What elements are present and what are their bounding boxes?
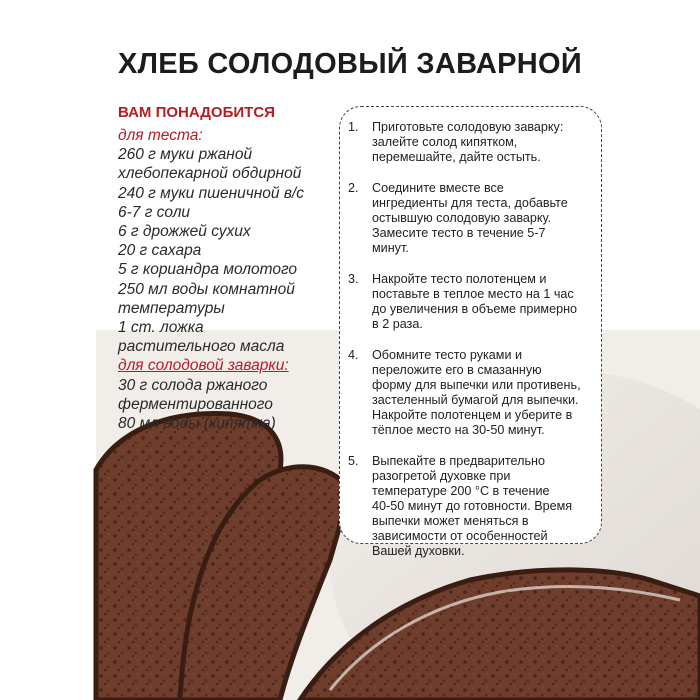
step-text-line: переложите его в смазанную — [372, 363, 542, 377]
step-text-line: зависимости от особенностей — [372, 529, 548, 543]
step-text-line: до увеличения в объеме примерно — [372, 302, 578, 316]
ingredients-heading: ВАМ ПОНАДОБИТСЯ — [118, 104, 275, 121]
step-text-line: Выпекайте в предварительно — [372, 454, 545, 468]
ingredient-line: 5 г кориандра молотого — [118, 261, 298, 279]
ingredient-line: 250 мл воды комнатной — [118, 280, 295, 298]
step-text-line: в 2 раза. — [372, 317, 423, 331]
step-item — [348, 272, 589, 332]
step-text-line: Накройте тесто полотенцем и — [372, 272, 547, 286]
step-text-line: поставьте в теплое место на 1 час — [372, 287, 574, 301]
step-text-line: остывшую солодовую заварку. — [372, 211, 552, 225]
ingredients-list — [118, 126, 333, 433]
ingredient-line: 1 ст. ложка — [118, 319, 204, 337]
step-text-line: тёплое место на 30-50 минут. — [372, 423, 545, 437]
step-text-line: перемешайте, дайте остыть. — [372, 150, 541, 164]
ingredient-line: 30 г солода ржаного — [118, 376, 268, 394]
step-text-line: Вашей духовки. — [372, 544, 465, 558]
step-item — [348, 348, 589, 438]
step-text-line: Обомните тесто руками и — [372, 348, 523, 362]
ingredient-line: температуры — [118, 299, 225, 317]
step-number: 5. — [348, 454, 359, 468]
step-text-line: 40-50 минут до готовности. Время — [372, 499, 573, 513]
step-text-line: температуре 200 °С в течение — [372, 484, 550, 498]
ingredient-line: 6 г дрожжей сухих — [118, 223, 251, 241]
step-text-line: залейте солод кипятком, — [372, 135, 518, 149]
ingredient-line: ферментированного — [118, 395, 273, 413]
step-text-line: Соедините вместе все — [372, 181, 504, 195]
ingredient-line: хлебопекарной обдирной — [118, 165, 302, 183]
step-number: 3. — [348, 272, 359, 286]
step-text-line: Замесите тесто в течение 5-7 — [372, 226, 546, 240]
recipe-title: ХЛЕБ СОЛОДОВЫЙ ЗАВАРНОЙ — [117, 48, 583, 80]
ingredient-line: 240 г муки пшеничной в/с — [118, 184, 304, 202]
step-number: 4. — [348, 348, 359, 362]
ingredient-section: для теста: — [118, 127, 203, 144]
step-number: 1. — [348, 120, 359, 134]
step-text-line: минут. — [372, 241, 409, 255]
ingredient-line: растительного масла — [118, 338, 285, 356]
ingredient-line: 80 мл воды (кипятка) — [118, 415, 276, 433]
steps-box — [339, 106, 602, 558]
ingredient-line: 20 г сахара — [118, 242, 202, 260]
step-text-line: ингредиенты для теста, добавьте — [372, 196, 568, 210]
step-text-line: выпечки может меняться в — [372, 514, 529, 528]
step-text-line: разогретой духовке при — [372, 469, 511, 483]
ingredient-line: 6-7 г соли — [118, 203, 191, 221]
step-text-line: застеленный бумагой для выпечки. — [372, 393, 579, 407]
step-text-line: Приготовьте солодовую заварку: — [372, 120, 564, 134]
step-item — [348, 181, 589, 256]
ingredient-line: 260 г муки ржаной — [118, 146, 253, 164]
step-text-line: Накройте полотенцем и уберите в — [372, 408, 573, 422]
ingredient-section: для солодовой заварки: — [118, 357, 289, 375]
step-text-line: форму для выпечки или противень, — [372, 378, 581, 392]
step-item — [348, 454, 589, 559]
step-number: 2. — [348, 181, 359, 195]
step-item — [348, 120, 589, 165]
